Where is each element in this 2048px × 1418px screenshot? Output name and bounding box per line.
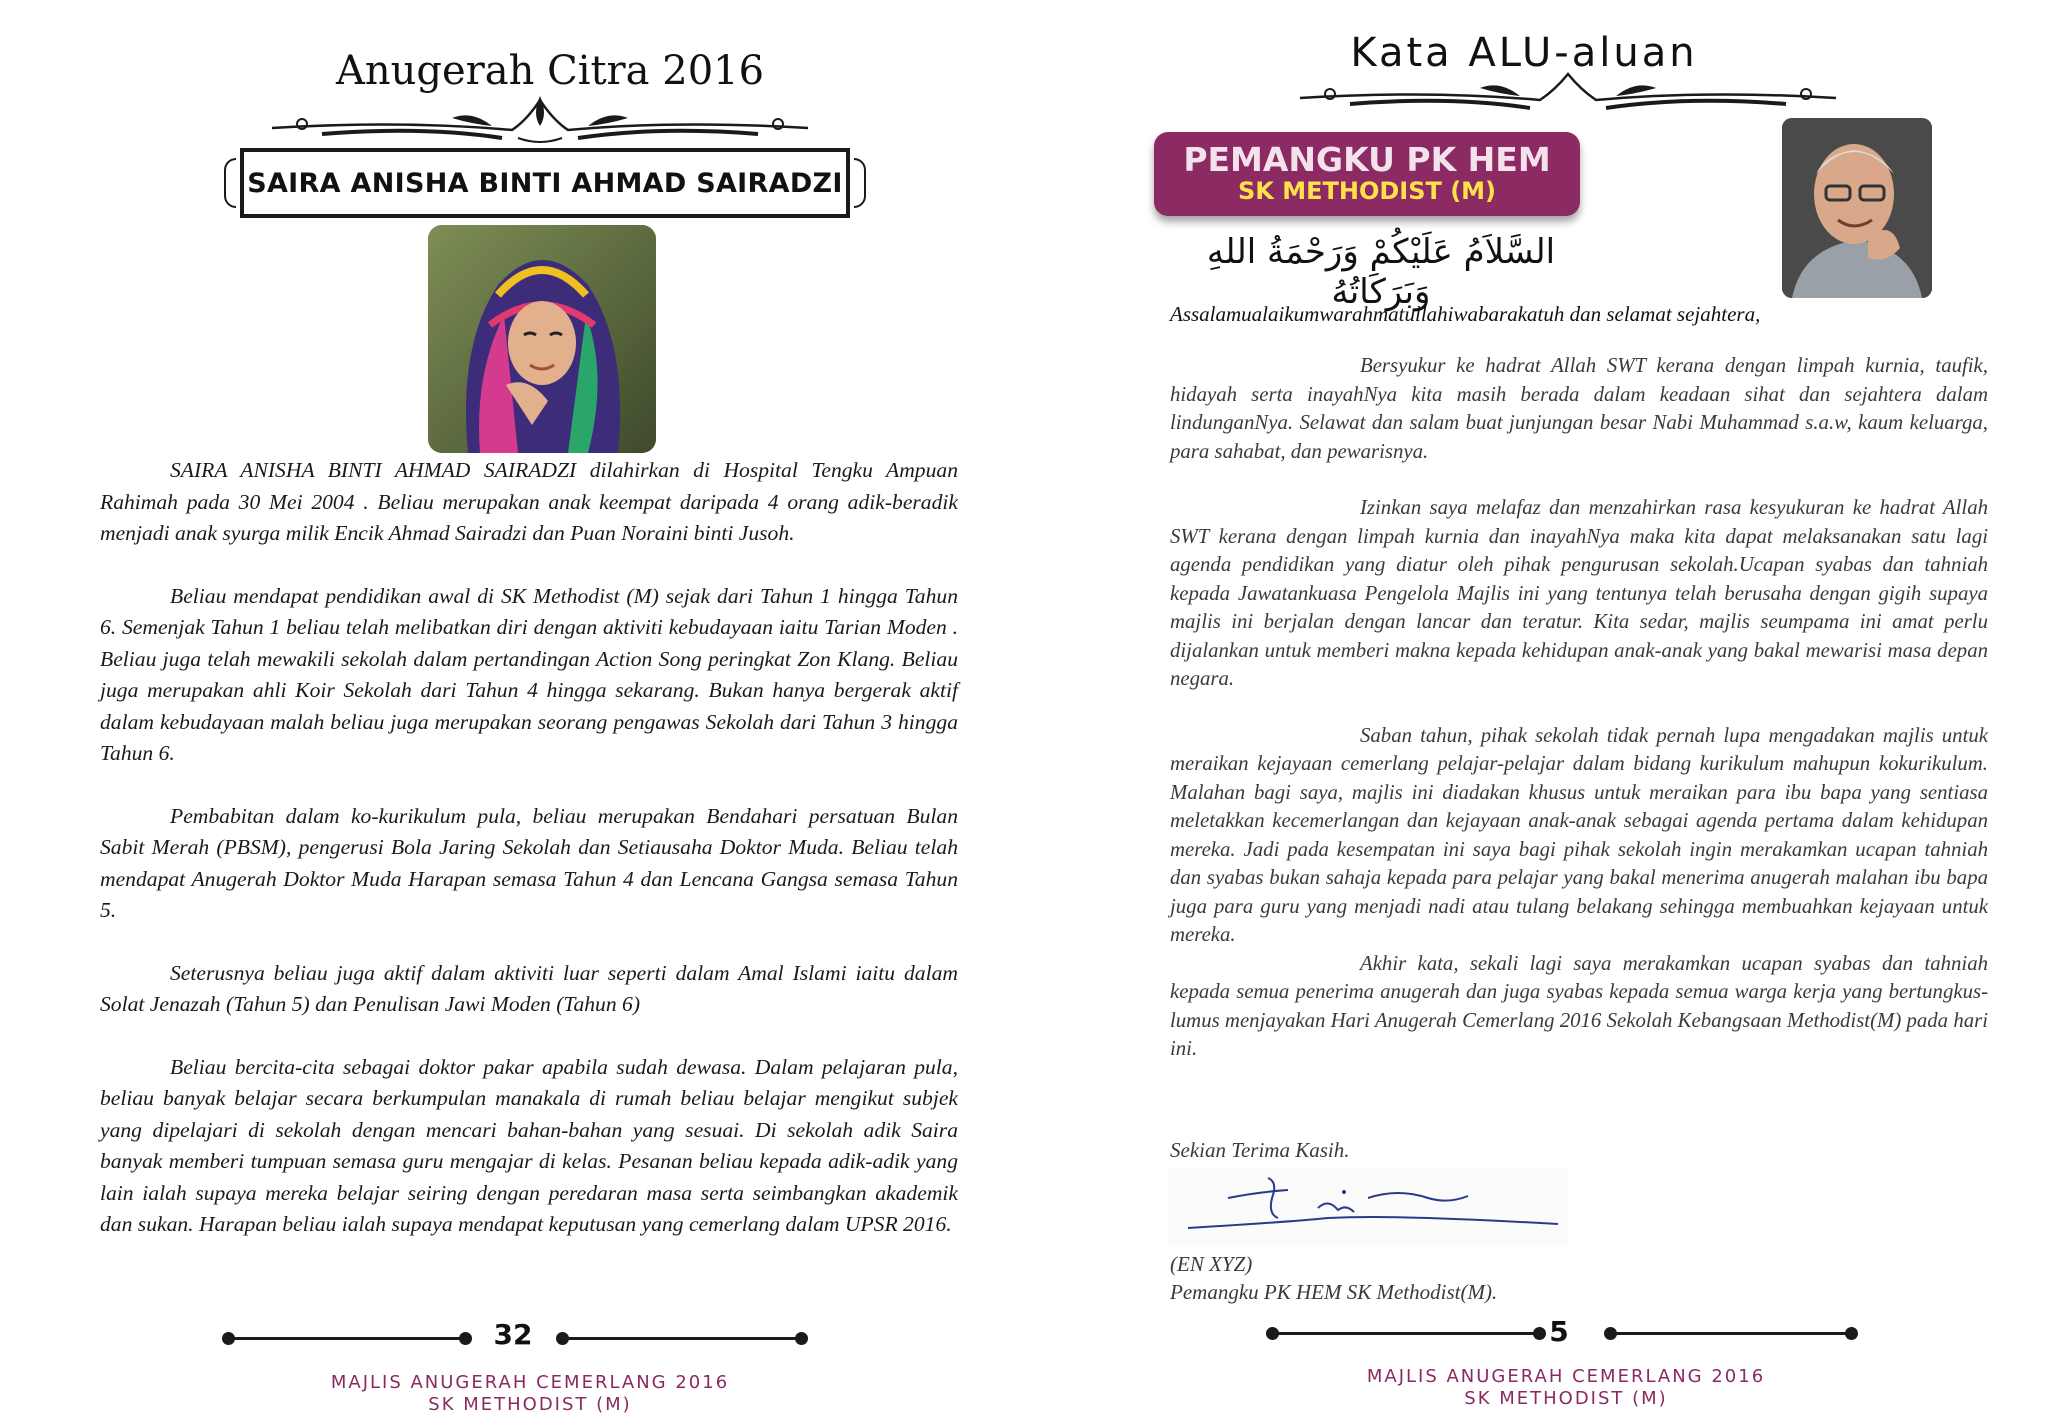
signer-name: (EN XYZ) [1170, 1252, 1253, 1276]
student-name: SAIRA ANISHA BINTI AHMAD SAIRADZI [247, 167, 843, 199]
speech-paragraph: Akhir kata, sekali lagi saya merakamkan ucapan syabas dan tahniah kepada semua penerima anugerah dan juga syabas kepada semua warga kerja yang bertungkus-lumus menjayakan Hari Anugerah Cemerlang 2016 Sekolah Kebangsaan Methodist(M) pada hari ini. [1170, 951, 1988, 1060]
arabic-greeting: السَّلاَمُ عَلَيْكُمْ وَرَحْمَةُ اللهِ وَبَرَكَاتُهُ [1206, 232, 1556, 312]
name-banner [240, 148, 850, 218]
footer-caption-line2: SK METHODIST (M) [428, 1394, 632, 1415]
footer-caption-line1: MAJLIS ANUGERAH CEMERLANG 2016 [1366, 1366, 1766, 1387]
bio-paragraph: Seterusnya beliau juga aktif dalam aktiviti luar seperti dalam Amal Islami iaitu dalam Solat Jenazah (Tahun 5) dan Penulisan Jawi Moden (Tahun 6) [100, 960, 958, 1016]
page-number: 32 [493, 1318, 533, 1351]
footer-caption [300, 1372, 760, 1416]
banner-title: PEMANGKU PK HEM [1183, 140, 1551, 179]
closing-line: Sekian Terima Kasih. [1170, 1138, 1350, 1162]
footer-divider [562, 1337, 802, 1340]
speech-paragraph: Saban tahun, pihak sekolah tidak pernah lupa mengadakan majlis untuk meraikan kejayaan cemerlang pelajar-pelajar dalam bidang kurikulum mahupun kokurikulum. Malahan bagi saya, majlis ini diadakan khusus untuk meraikan para ibu bapa yang sentiasa meletakkan kecemerlangan dan kejayaan anak-anak sebagai agenda pertama dalam kehidupan mereka. Jadi pada kesempatan ini saya bagi pihak sekolah ingin merakamkan ucapan tahniah dan syabas bukan sahaja kepada para pelajar yang bakal menerima anugerah malahan ibu bapa juga para guru yang menjadi nadi atau tulang belakang sehingga membuahkan kejayaan untuk mereka. [1170, 723, 1988, 946]
biography-text [100, 455, 958, 1241]
speech-paragraph: Izinkan saya melafaz dan menzahirkan rasa kesyukuran ke hadrat Allah SWT kerana dengan limpah kurnia dan inayahNya maka kita dapat melaksanakan satu lagi agenda pendidikan yang diatur oleh pihak pengurusan sekolah.Ucapan syabas dan tahniah kepada Jawatankuasa Pengelola Majlis ini yang tentunya telah berusaha dengan gigih supaya majlis ini berjalan dengan lancar dan teratur. Kita sedar, majlis seumpama ini amat perlu dijalankan untuk memberi makna kepada kehidupan anak-anak yang bakal mewarisi masa depan negara. [1170, 496, 1988, 690]
student-photo [428, 225, 656, 453]
position-banner [1154, 132, 1580, 216]
handwritten-signature [1168, 1168, 1568, 1246]
speech-text [1170, 352, 1988, 1064]
page-number: 5 [1549, 1315, 1569, 1348]
footer-divider [1272, 1332, 1540, 1335]
flourish-ornament [1290, 70, 1846, 120]
page-title-right: Kata ALU-aluan [1350, 30, 1698, 76]
footer-divider [228, 1337, 466, 1340]
signer-title: Pemangku PK HEM SK Methodist(M). [1170, 1280, 1498, 1304]
flourish-ornament [262, 90, 818, 152]
banner-subtitle: SK METHODIST (M) [1237, 177, 1497, 205]
footer-divider [1610, 1332, 1852, 1335]
portrait-photo [1782, 118, 1932, 298]
footer-caption [1346, 1366, 1786, 1410]
bio-paragraph: Beliau mendapat pendidikan awal di SK Methodist (M) sejak dari Tahun 1 hingga Tahun 6. Semenjak Tahun 1 beliau telah melibatkan diri dengan aktiviti kebudayaan iaitu Tarian Moden . Beliau juga telah mewakili sekolah dalam pertandingan Action Song peringkat Zon Klang. Beliau juga merupakan ahli Koir Sekolah dari Tahun 4 hingga sekarang. Bukan hanya bergerak aktif dalam kebudayaan malah beliau juga merupakan seorang pengawas Sekolah dari Tahun 3 hingga Tahun 6. [100, 583, 958, 765]
footer-caption-line2: SK METHODIST (M) [1464, 1388, 1668, 1409]
footer-caption-line1: MAJLIS ANUGERAH CEMERLANG 2016 [330, 1372, 730, 1393]
page-title: Anugerah Citra 2016 [335, 48, 765, 94]
bio-paragraph: Pembabitan dalam ko-kurikulum pula, beliau merupakan Bendahari persatuan Bulan Sabit Merah (PBSM), pengerusi Bola Jaring Sekolah dan Setiausaha Doktor Muda. Beliau telah mendapat Anugerah Doktor Muda Harapan semasa Tahun 4 dan Lencana Gangsa semasa Tahun 5. [100, 803, 958, 922]
greeting-line: Assalamualaikumwarahmatullahiwabarakatuh dan selamat sejahtera, [1170, 302, 1761, 326]
speech-paragraph: Bersyukur ke hadrat Allah SWT kerana dengan limpah kurnia, taufik, hidayah serta inayahNya kita masih berada dalam keadaan sihat dan sejahtera dalam lindunganNya. Selawat dan salam buat junjungan besar Nabi Muhammad s.a.w, kaum keluarga, para sahabat, dan pewarisnya. [1170, 354, 1988, 463]
bio-paragraph: SAIRA ANISHA BINTI AHMAD SAIRADZI dilahirkan di Hospital Tengku Ampuan Rahimah pada 30 Mei 2004 . Beliau merupakan anak keempat daripada 4 orang adik-beradik menjadi anak syurga milik Encik Ahmad Sairadzi dan Puan Noraini binti Jusoh. [100, 458, 958, 545]
bio-paragraph: Beliau bercita-cita sebagai doktor pakar apabila sudah dewasa. Dalam pelajaran pula, beliau banyak belajar secara berkumpulan manakala di rumah beliau belajar mengikut subjek yang dipelajari di sekolah dengan mencari bahan-bahan yang sesuai. Di sekolah adik Saira banyak memberi tumpuan semasa guru mengajar di kelas. Pesanan beliau kepada adik-adik yang lain ialah supaya mereka belajar seiring dengan peredaran masa serta seimbangkan akademik dan sukan. Harapan beliau ialah supaya mendapat keputusan yang cemerlang dalam UPSR 2016. [100, 1054, 958, 1236]
